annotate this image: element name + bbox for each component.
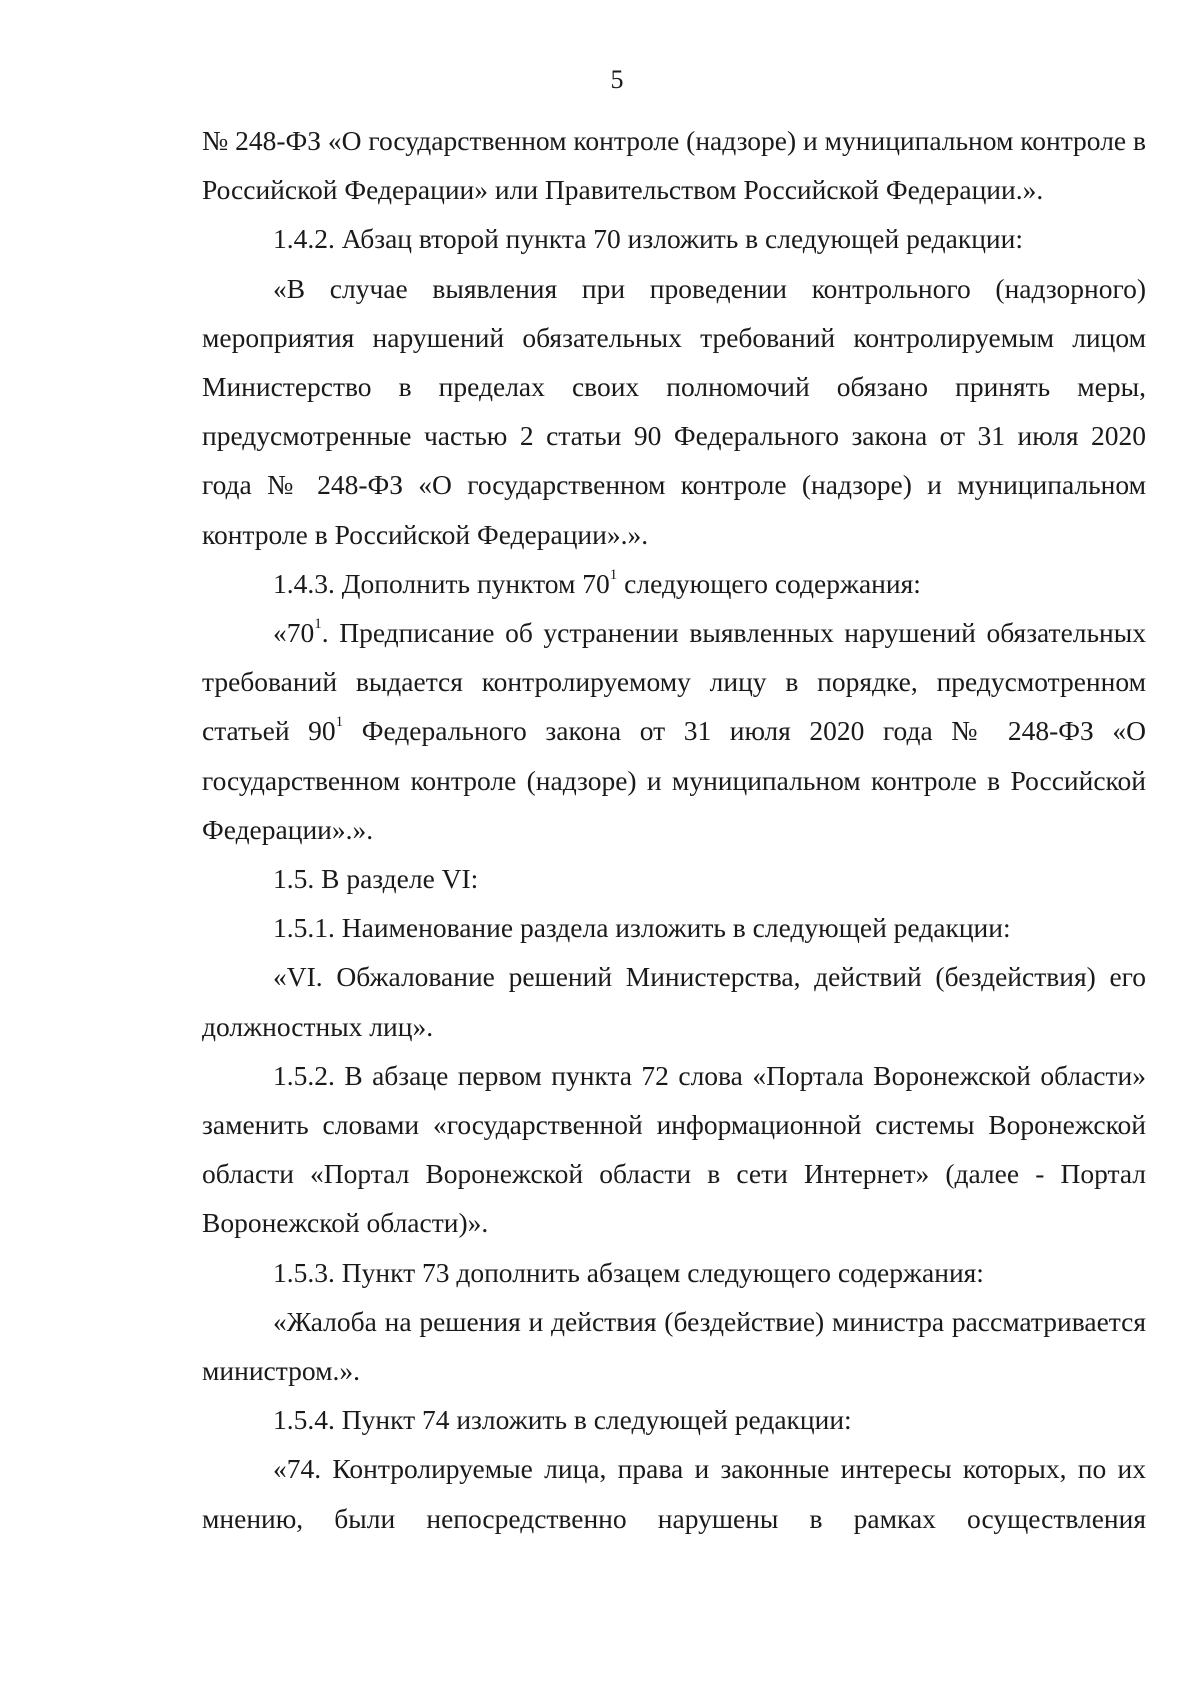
paragraph-1-5-3: 1.5.3. Пункт 73 дополнить абзацем следующего содержания: xyxy=(273,1256,984,1288)
document-body xyxy=(202,116,1146,1543)
paragraph-1-4-3-text: 1.4.3. Дополнить пунктом 70 xyxy=(273,567,610,599)
paragraph-1-5-1: 1.5.1. Наименование раздела изложить в следующей редакции: xyxy=(273,912,1011,944)
superscript-1: 1 xyxy=(609,566,618,583)
paragraph-continuation: № 248-ФЗ «О государственном контроле (надзоре) и муниципальном контроле в Российской Федерации» или Правительством Российской Федерации.». xyxy=(202,125,1146,206)
page-number: 5 xyxy=(610,65,624,94)
superscript-1: 1 xyxy=(314,615,322,632)
paragraph-quote-70-1 xyxy=(202,608,1146,854)
paragraph-quote-complaint: «Жалоба на решения и действия (бездействие) министра рассматривается министром.». xyxy=(202,1305,1146,1387)
superscript-1: 1 xyxy=(335,714,344,731)
paragraph-quote-70: «В случае выявления при проведении контрольного (надзорного) мероприятия нарушений обязательных требований контролируемым лицом Министерство в пределах своих полномочий обязано принять меры, предусмотренные частью 2 статьи 90 Федерального закона от 31 июля 2020 года № 248-ФЗ «О государственном контроле (надзоре) и муниципальном контроле в Российской Федерации».». xyxy=(202,272,1146,550)
paragraph-1-5: 1.5. В разделе VI: xyxy=(273,863,479,895)
quote-70-1-middle: . Предписание об устранении выявленных нарушений обязательных требований выдается контролируемому лицу в порядке, предусмотренном статьей 90 xyxy=(202,617,1146,747)
paragraph-1-5-2: 1.5.2. В абзаце первом пункта 72 слова «Портала Воронежской области» заменить словами «государственной информационной системы Воронежской области «Портал Воронежской области в сети Интернет» (далее - Портал Воронежской области)». xyxy=(202,1059,1146,1239)
paragraph-1-4-3-tail: следующего содержания: xyxy=(617,567,921,599)
paragraph-quote-section-vi: «VI. Обжалование решений Министерства, действий (бездействия) его должностных лиц». xyxy=(202,961,1146,1042)
paragraph-1-5-4: 1.5.4. Пункт 74 изложить в следующей редакции: xyxy=(273,1404,852,1436)
paragraph-1-4-2: 1.4.2. Абзац второй пункта 70 изложить в следующей редакции: xyxy=(273,223,1024,255)
quote-70-1-start: «70 xyxy=(273,617,315,649)
quote-70-1-tail: Федерального закона от 31 июля 2020 года № 248-ФЗ «О государственном контроле (надзоре) и муниципальном контроле в Российской Федерации».». xyxy=(202,715,1146,845)
paragraph-1-4-3 xyxy=(202,559,1146,608)
paragraph-quote-74: «74. Контролируемые лица, права и законные интересы которых, по их мнению, были непосредственно нарушены в рамках осуществления xyxy=(202,1453,1146,1534)
